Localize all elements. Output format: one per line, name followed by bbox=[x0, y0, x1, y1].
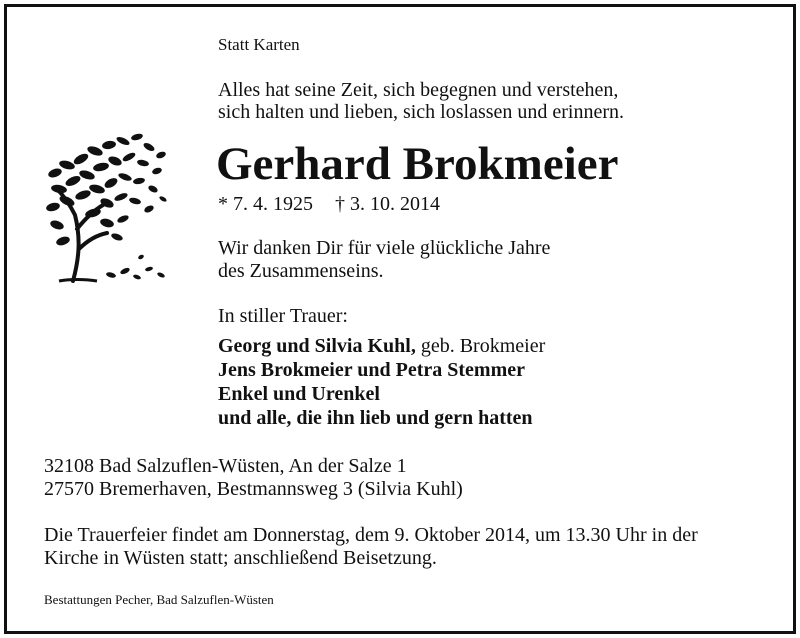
mourner-maiden-name: geb. Brokmeier bbox=[415, 335, 546, 357]
gratitude-line-1: Wir danken Dir für viele glückliche Jahre bbox=[218, 237, 551, 259]
mourner-line-2: Jens Brokmeier und Petra Stemmer bbox=[218, 359, 525, 381]
mourner-line-4: und alle, die ihn lieb und gern hatten bbox=[218, 407, 533, 429]
address-line-1: 32108 Bad Salzuflen-Wüsten, An der Salze 1 bbox=[44, 455, 407, 477]
ceremony-line-1: Die Trauerfeier findet am Donnerstag, dem 9. Oktober 2014, um 13.30 Uhr in der bbox=[44, 524, 698, 546]
deceased-name: Gerhard Brokmeier bbox=[216, 138, 619, 190]
tree-icon bbox=[45, 129, 175, 287]
verse-line-2: sich halten und lieben, sich loslassen und erinnern. bbox=[218, 101, 625, 123]
obituary-notice bbox=[4, 4, 796, 634]
gratitude-line-2: des Zusammenseins. bbox=[218, 260, 384, 282]
undertaker-credit: Bestattungen Pecher, Bad Salzuflen-Wüsten bbox=[44, 592, 274, 607]
mourner-line-3: Enkel und Urenkel bbox=[218, 383, 380, 405]
header-label: Statt Karten bbox=[218, 35, 300, 54]
ceremony-line-2: Kirche in Wüsten statt; anschließend Beisetzung. bbox=[44, 547, 437, 569]
mourners-intro: In stiller Trauer: bbox=[218, 305, 348, 327]
birth-date: * 7. 4. 1925 bbox=[218, 193, 313, 215]
mourner-line-1 bbox=[218, 335, 545, 358]
verse-line-1: Alles hat seine Zeit, sich begegnen und verstehen, bbox=[218, 79, 619, 101]
address-line-2: 27570 Bremerhaven, Bestmannsweg 3 (Silvia Kuhl) bbox=[44, 478, 463, 500]
mourner-name-1: Georg und Silvia Kuhl, bbox=[218, 335, 416, 357]
death-date: † 3. 10. 2014 bbox=[335, 193, 440, 215]
life-dates bbox=[218, 193, 440, 216]
